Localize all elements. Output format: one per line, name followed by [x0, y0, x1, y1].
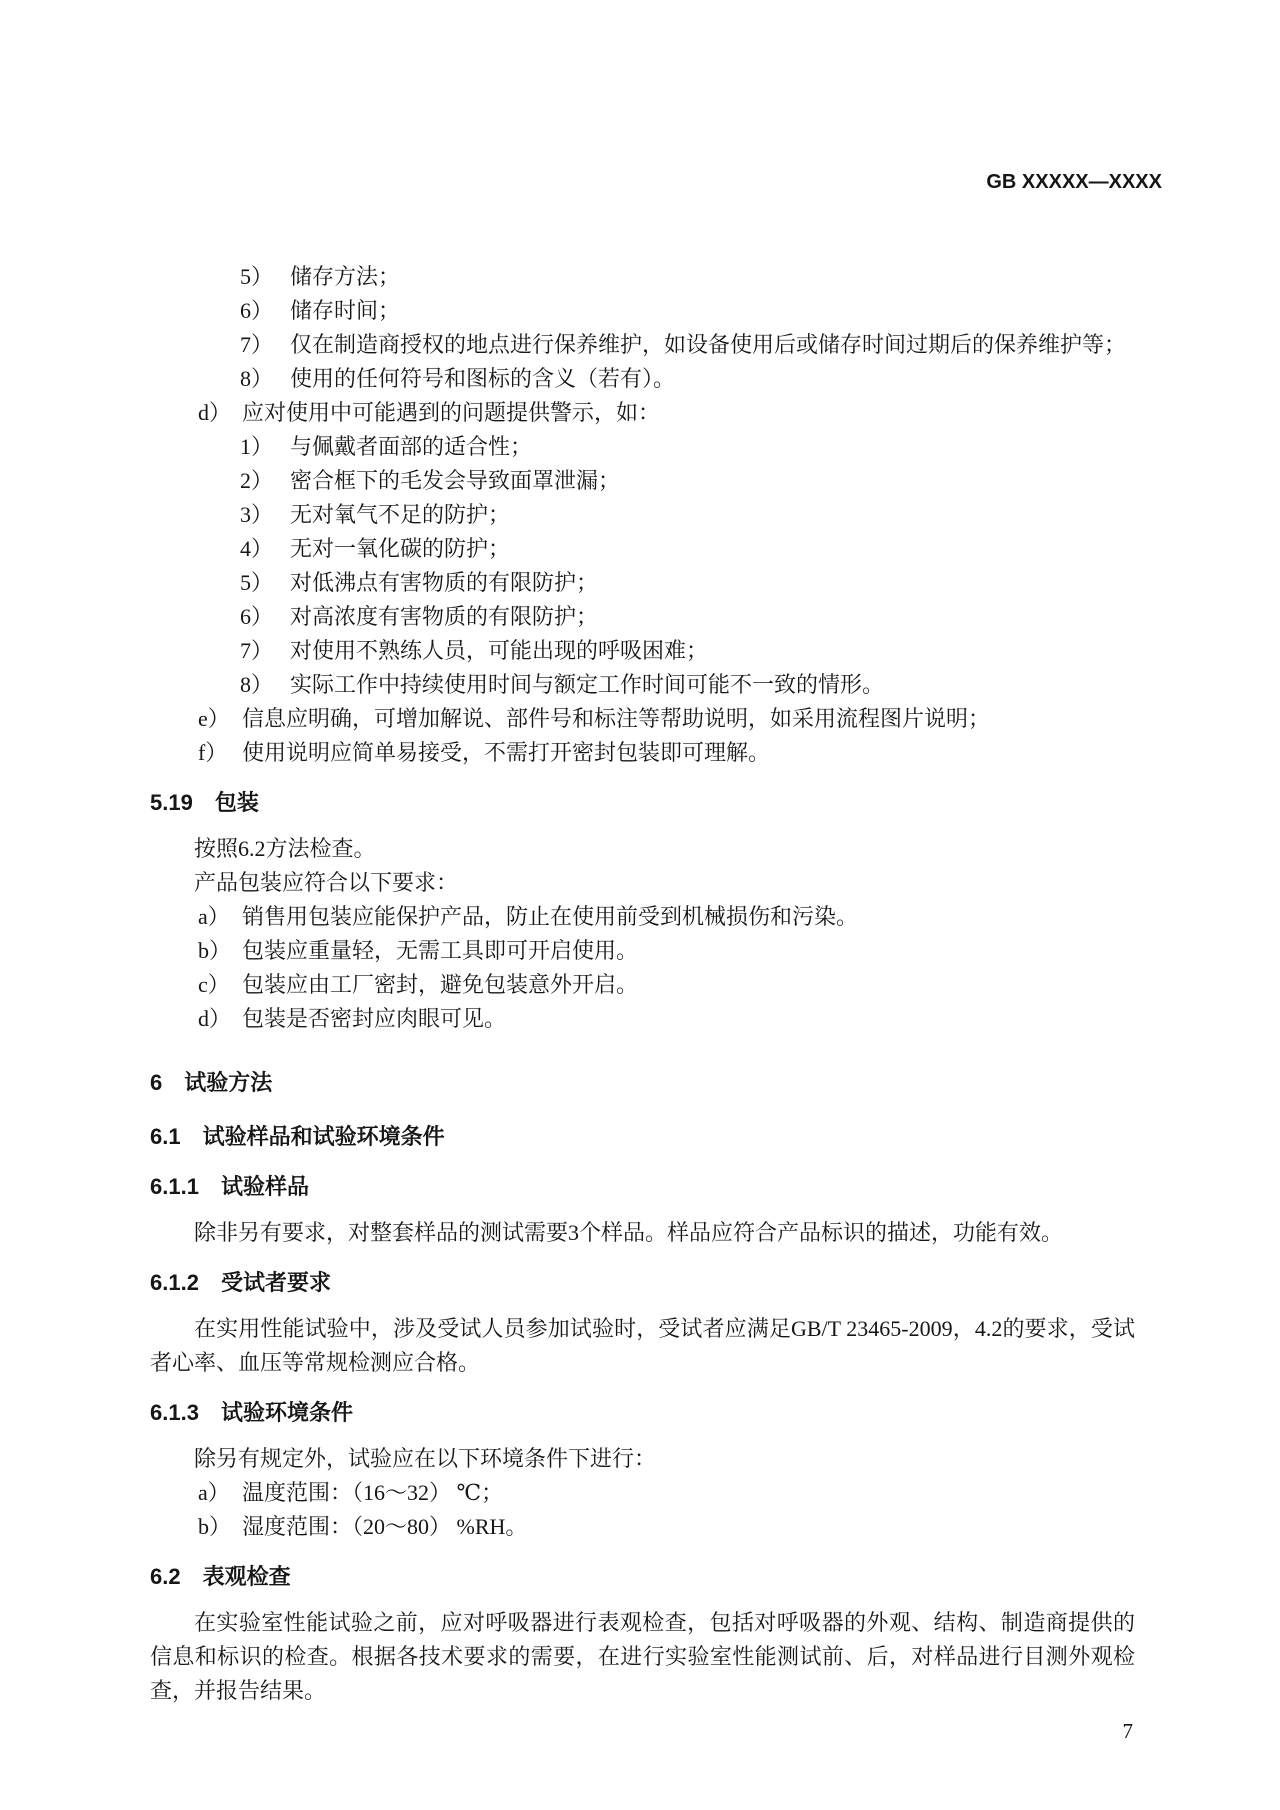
list-item-label: 5）	[240, 264, 274, 289]
list-item-text: 温度范围：（16～32） ℃；	[242, 1480, 504, 1505]
list-item-label: f）	[198, 740, 228, 765]
list-item-text: 仅在制造商授权的地点进行保养维护，如设备使用后或储存时间过期后的保养维护等；	[290, 332, 1127, 357]
list-item	[198, 736, 1135, 770]
list-item-text: 实际工作中持续使用时间与额定工作时间可能不一致的情形。	[290, 672, 885, 697]
subsection-heading	[150, 786, 1135, 820]
subsection-heading	[150, 1170, 1135, 1204]
list-item	[240, 294, 1135, 328]
document-content	[0, 260, 1280, 1708]
list-item-label: c）	[198, 972, 230, 997]
heading-number: 5.19	[150, 790, 193, 815]
list-item-label: e）	[198, 706, 230, 731]
heading-title: 包装	[214, 790, 259, 815]
list-item-text: 信息应明确，可增加解说、部件号和标注等帮助说明，如采用流程图片说明；	[242, 706, 991, 731]
list-item	[240, 532, 1135, 566]
heading-title: 试验方法	[184, 1070, 273, 1095]
list-item	[198, 1476, 1135, 1510]
list-item-text: 包装应由工厂密封，避免包装意外开启。	[242, 972, 639, 997]
list-item-text: 湿度范围：（20～80） %RH。	[242, 1514, 528, 1539]
paragraph: 除另有规定外，试验应在以下环境条件下进行：	[194, 1446, 657, 1471]
list-item-label: 8）	[240, 366, 274, 391]
paragraph: 产品包装应符合以下要求：	[194, 870, 459, 895]
list-item	[240, 430, 1135, 464]
list-item-text: 无对一氧化碳的防护；	[290, 536, 511, 561]
paragraph: 在实验室性能试验之前，应对呼吸器进行表观检查，包括对呼吸器的外观、结构、制造商提供的信息和标识的检查。根据各技术要求的需要，在进行实验室性能测试前、后，对样品进行目测外观检查，并报告结果。	[150, 1610, 1135, 1703]
list-item	[240, 668, 1135, 702]
list-item	[198, 1510, 1135, 1544]
list-item	[240, 566, 1135, 600]
list-item-text: 无对氧气不足的防护；	[290, 502, 511, 527]
heading-title: 受试者要求	[220, 1270, 331, 1295]
list-item-text: 储存时间；	[290, 298, 401, 323]
list-item-label: a）	[198, 1480, 230, 1505]
list-item-label: 2）	[240, 468, 274, 493]
list-item-label: 6）	[240, 298, 274, 323]
list-item-label: a）	[198, 904, 230, 929]
heading-number: 6.1.1	[150, 1174, 199, 1199]
list-item-text: 使用说明应简单易接受，不需打开密封包装即可理解。	[242, 740, 771, 765]
page-header	[0, 0, 1280, 218]
list-item-label: 3）	[240, 502, 274, 527]
list-item	[198, 968, 1135, 1002]
page-footer	[0, 1716, 1280, 1746]
list-item-label: d）	[198, 1006, 232, 1031]
page-number: 7	[1122, 1719, 1133, 1743]
list-item	[240, 362, 1135, 396]
list-item-text: 使用的任何符号和图标的含义（若有）。	[290, 366, 676, 391]
list-item	[240, 464, 1135, 498]
heading-title: 试验环境条件	[220, 1400, 353, 1425]
list-item-label: 7）	[240, 638, 274, 663]
list-item-label: b）	[198, 938, 232, 963]
list-item-label: 1）	[240, 434, 274, 459]
heading-number: 6	[150, 1070, 163, 1095]
list-item	[198, 934, 1135, 968]
list-item-label: d）	[198, 400, 232, 425]
list-item-label: 5）	[240, 570, 274, 595]
list-item-text: 销售用包装应能保护产品，防止在使用前受到机械损伤和污染。	[242, 904, 859, 929]
subsection-heading	[150, 1266, 1135, 1300]
list-item	[198, 702, 1135, 736]
heading-number: 6.1	[150, 1124, 181, 1149]
subsection-heading	[150, 1120, 1135, 1154]
list-item	[240, 260, 1135, 294]
heading-title: 表观检查	[202, 1564, 291, 1589]
list-item	[198, 396, 1135, 430]
subsection-heading	[150, 1560, 1135, 1594]
list-item-text: 储存方法；	[290, 264, 401, 289]
list-item-label: 8）	[240, 672, 274, 697]
paragraph: 除非另有要求，对整套样品的测试需要3个样品。样品应符合产品标识的描述，功能有效。	[194, 1220, 1064, 1245]
list-item-text: 与佩戴者面部的适合性；	[290, 434, 533, 459]
list-item-text: 包装是否密封应肉眼可见。	[242, 1006, 507, 1031]
paragraph: 在实用性能试验中，涉及受试人员参加试验时，受试者应满足GB/T 23465-2009，4.2的要求，受试者心率、血压等常规检测应合格。	[150, 1316, 1135, 1375]
heading-number: 6.2	[150, 1564, 181, 1589]
subsection-heading	[150, 1396, 1135, 1430]
heading-number: 6.1.3	[150, 1400, 199, 1425]
standard-number: GB XXXXX—XXXX	[986, 171, 1162, 193]
section-heading	[150, 1066, 1135, 1100]
list-item-text: 对高浓度有害物质的有限防护；	[290, 604, 599, 629]
list-item	[240, 498, 1135, 532]
list-item-text: 密合框下的毛发会导致面罩泄漏；	[290, 468, 621, 493]
heading-title: 试验样品	[220, 1174, 309, 1199]
list-item	[240, 634, 1135, 668]
list-item-text: 对低沸点有害物质的有限防护；	[290, 570, 599, 595]
heading-title: 试验样品和试验环境条件	[202, 1124, 445, 1149]
list-item-label: b）	[198, 1514, 232, 1539]
list-item	[240, 328, 1135, 362]
list-item-label: 6）	[240, 604, 274, 629]
paragraph: 按照6.2方法检查。	[194, 836, 376, 861]
list-item	[198, 900, 1135, 934]
heading-number: 6.1.2	[150, 1270, 199, 1295]
list-item	[198, 1002, 1135, 1036]
list-item-label: 4）	[240, 536, 274, 561]
list-item-text: 包装应重量轻，无需工具即可开启使用。	[242, 938, 639, 963]
list-item-text: 对使用不熟练人员，可能出现的呼吸困难；	[290, 638, 709, 663]
list-item	[240, 600, 1135, 634]
list-item-text: 应对使用中可能遇到的问题提供警示，如：	[242, 400, 661, 425]
list-item-label: 7）	[240, 332, 274, 357]
